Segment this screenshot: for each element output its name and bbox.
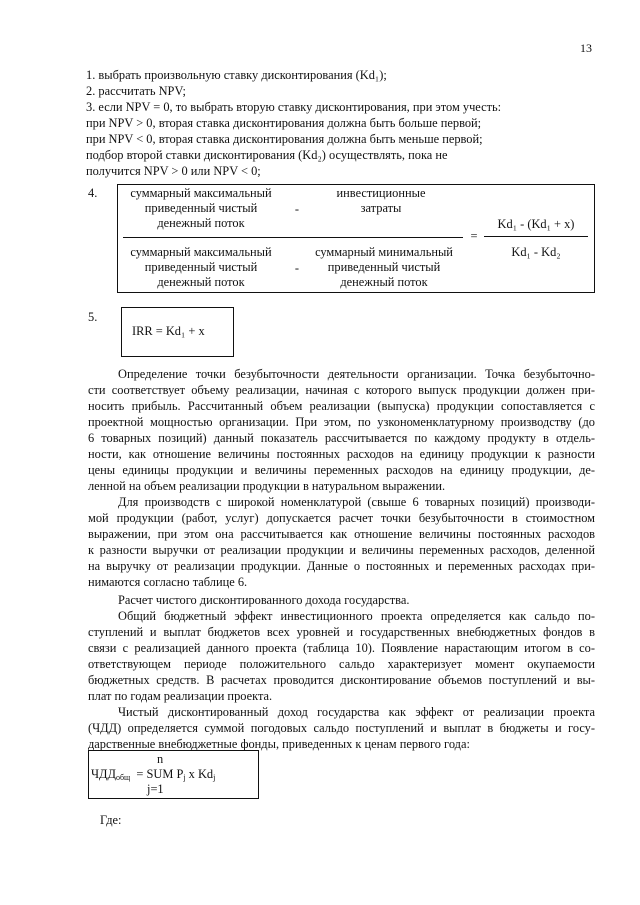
paragraph-line: ности, как отношение величины постоянных расходов на единицу продукции к разности [88, 447, 595, 461]
paragraph-line: дарственные внебюджетные фонды, приведенных к ценам первого года: [88, 737, 470, 751]
paragraph-line: связи с реализацией данного проекта (таблица 10). Появление нарастающим итогом в со- [88, 641, 595, 655]
rhs-denominator: Kd₁ - Kd₂ [511, 245, 561, 259]
formula-box-npv-state [88, 750, 259, 799]
paragraph-line: к разности выручки от реализации продукции и величины переменных расходов, деленной [88, 543, 595, 557]
formula-box-irr-fraction [117, 184, 595, 293]
step-line: получится NPV > 0 или NPV < 0; [86, 164, 261, 178]
paragraph-line: Чистый дисконтированный доход государства как эффект от реализации проекта [118, 705, 595, 719]
paragraph-line: проектной мощностью организации. При этом, по узкономенклатурному производству (до [88, 415, 595, 429]
step-line: при NPV < 0, вторая ставка дисконтирования должна быть меньше первой; [86, 132, 483, 146]
paragraph-line: ответствующем периоде положительного сальдо характеризует момент окупаемости [88, 657, 595, 671]
paragraph-line: ленной на объем реализации продукции в натуральном выражении. [88, 479, 446, 493]
paragraph-line: плат по годам реализации проекта. [88, 689, 273, 703]
numerator-term-left: суммарный максимальный приведенный чистый денежный поток [130, 186, 272, 230]
paragraph-line: мой продукции (работ, услуг) допускается расчет точки безубыточности в стоимостном [88, 511, 595, 525]
paragraph-line: выражении, при этом она рассчитывается как отношение величины постоянных расходов [88, 527, 595, 541]
where-label: Где: [100, 813, 122, 827]
step-line: 3. если NPV = 0, то выбрать вторую ставку дисконтирования, при этом учесть: [86, 100, 502, 114]
minus-sign: - [294, 261, 300, 275]
npv-formula: $ЧДД_{общ}$ = SUM $P_j$ x $Kd_j$ [91, 767, 216, 782]
paragraph-line: (ЧДД) определяется суммой погодовых сальдо поступлений и выплат в бюджеты и госу- [88, 721, 595, 735]
sum-upper-limit: n [157, 752, 164, 766]
section-heading: Расчет чистого дисконтированного дохода государства. [118, 593, 410, 607]
paragraph-line: Определение точки безубыточности деятельности организации. Точка безубыточно- [118, 367, 595, 381]
paragraph-line: 6 товарных позиций) данный показатель рассчитывается по каждому продукту в отдель- [88, 431, 595, 445]
paragraph-line: нимаются согласно таблице 6. [88, 575, 248, 589]
step-line: 2. рассчитать NPV; [86, 84, 186, 98]
sum-lower-limit: j=1 [147, 782, 164, 796]
formula-box-irr [121, 307, 234, 357]
rhs-fraction-bar [484, 236, 588, 237]
step-line: подбор второй ставки дисконтирования (Kd₂) осуществлять, пока не [86, 148, 448, 162]
numerator-term-right: инвестиционные затраты [336, 186, 426, 215]
fraction-bar [123, 237, 463, 238]
step-line: при NPV > 0, вторая ставка дисконтирования должна быть больше первой; [86, 116, 482, 130]
paragraph-line: Общий бюджетный эффект инвестиционного проекта определяется как сальдо по- [118, 609, 595, 623]
formula-number: 4. [88, 186, 98, 200]
equals-sign: = [470, 229, 478, 243]
denominator-term-left: суммарный максимальный приведенный чистый денежный поток [130, 245, 272, 289]
paragraph-line: носить прибыль. Рассчитанный объем реализации (выпуска) продукции сопоставляется с [88, 399, 595, 413]
paragraph-line: Для производств с широкой номенклатурой (свыше 6 товарных позиций) производи- [118, 495, 595, 509]
paragraph-line: ступлений и выплат бюджетов всех уровней и государственных внебюджетных фондов в [88, 625, 595, 639]
paragraph-line: бюджетных средств. В расчетах проводится дисконтирование объемов поступлений и вы- [88, 673, 595, 687]
page-number: 13 [580, 41, 592, 55]
paragraph-line: на выручку от реализации продукции. Данные о постоянных и переменных расходах при- [88, 559, 595, 573]
rhs-numerator: Kd₁ - (Kd₁ + x) [497, 217, 575, 231]
minus-sign: - [294, 202, 300, 216]
paragraph-line: цены единицы продукции и величины переменных расходов на единицу продукции, де- [88, 463, 595, 477]
irr-formula: IRR = Kd₁ + x [132, 324, 205, 338]
formula-number: 5. [88, 310, 98, 324]
step-line: 1. выбрать произвольную ставку дисконтирования (Kd₁); [86, 68, 387, 82]
denominator-term-right: суммарный минимальный приведенный чистый денежный поток [315, 245, 453, 289]
paragraph-line: сти соответствует объему реализации, начиная с которого выпуск продукции должен при- [88, 383, 595, 397]
